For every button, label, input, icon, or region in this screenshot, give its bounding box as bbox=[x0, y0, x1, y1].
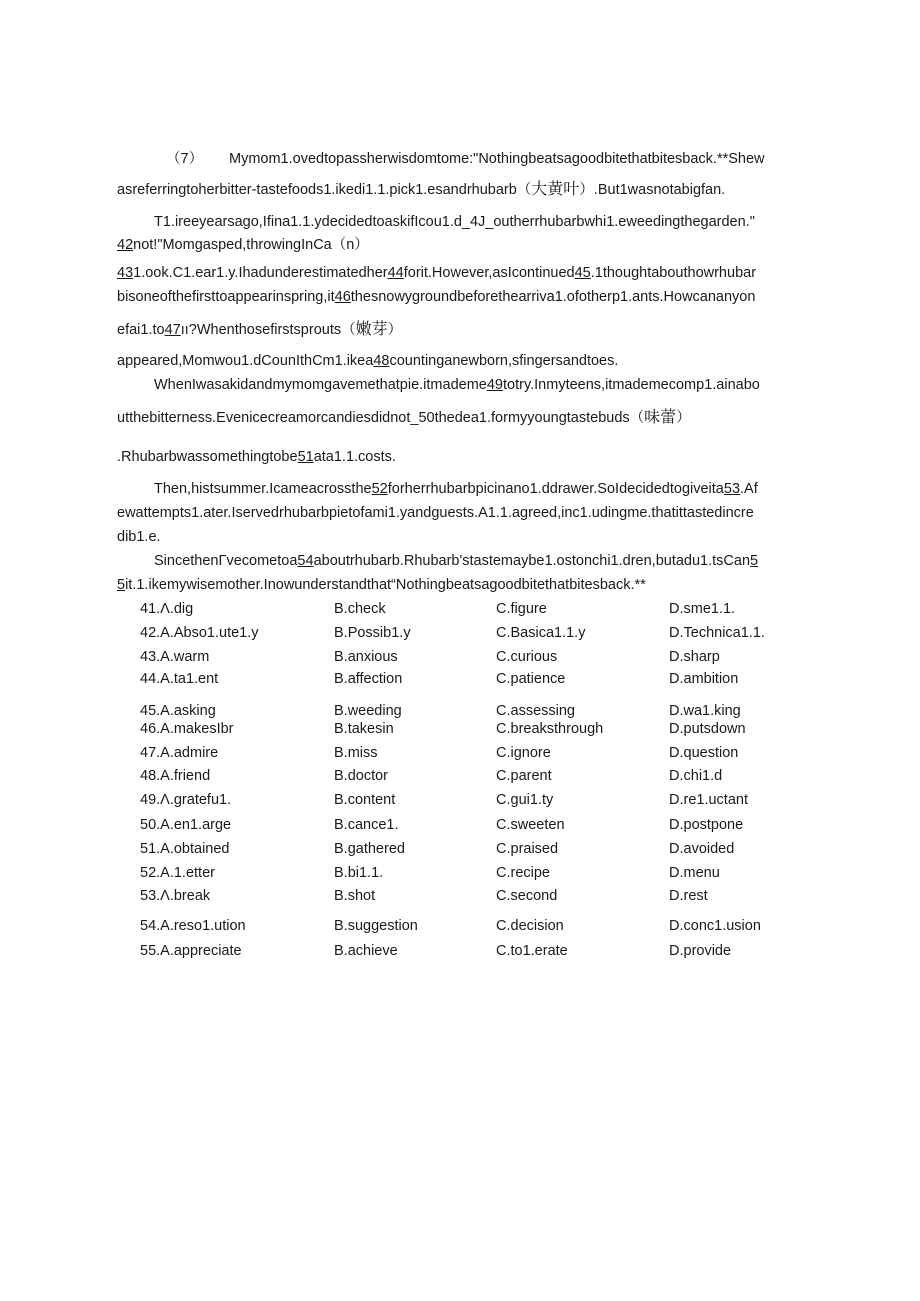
option-c: C.figure bbox=[496, 601, 547, 617]
option-row bbox=[0, 744, 920, 762]
passage-line: .Rhubarbwassomethingtobe51ata1.1.costs. bbox=[117, 449, 396, 465]
option-d: D.re1.uctant bbox=[669, 792, 748, 808]
passage-line: Then,histsummer.Icameacrossthe52forherrhubarbpicinano1.ddrawer.SoIdecidedtogiveita53.Af bbox=[154, 481, 758, 497]
option-d: D.question bbox=[669, 745, 739, 761]
option-d: D.sme1.1. bbox=[669, 601, 736, 617]
option-c: C.assessing bbox=[496, 703, 575, 719]
option-row bbox=[0, 648, 920, 666]
option-c: C.to1.erate bbox=[496, 943, 568, 959]
option-d: D.rest bbox=[669, 888, 708, 904]
option-a: 47.A.admire bbox=[140, 745, 219, 761]
blank-number: 46 bbox=[334, 289, 351, 305]
cjk-gloss: 味蕾 bbox=[644, 407, 677, 426]
option-b: B.content bbox=[334, 792, 396, 808]
blank-number: 42 bbox=[117, 237, 134, 253]
passage-line: 5it.1.ikemywisemother.Inowunderstandthat“Nothingbeatsagoodbitethatbitesback.** bbox=[117, 577, 646, 593]
option-c: C.curious bbox=[496, 649, 558, 665]
blank-number: 53 bbox=[723, 481, 741, 497]
option-row bbox=[0, 600, 920, 618]
option-a: 41.Λ.dig bbox=[140, 601, 194, 617]
option-a: 46.A.makesIbr bbox=[140, 721, 234, 737]
option-d: D.Technica1.1. bbox=[669, 625, 765, 641]
blank-number: 43 bbox=[117, 265, 134, 281]
passage-line: T1.ireeyearsago,Ifina1.1.ydecidedtoaskifIcou1.d_4J_outherrhubarbwhi1.eweedingthegarden." bbox=[154, 214, 755, 230]
option-b: B.anxious bbox=[334, 649, 398, 665]
option-c: C.praised bbox=[496, 841, 559, 857]
passage-line: 42not!"Momgasped,throwingInCa（n） bbox=[117, 237, 369, 253]
option-b: B.affection bbox=[334, 671, 403, 687]
option-a: 48.A.friend bbox=[140, 768, 211, 784]
passage-line: asreferringtoherbitter-tastefoods1.ikedi1.1.pick1.esandrhubarb（大黄叶）.But1wasnotabigfan. bbox=[117, 179, 726, 198]
option-a: 55.A.appreciate bbox=[140, 943, 242, 959]
option-a: 52.A.1.etter bbox=[140, 865, 215, 881]
option-c: C.decision bbox=[496, 918, 564, 934]
option-b: B.cance1. bbox=[334, 817, 399, 833]
option-b: B.Possib1.y bbox=[334, 625, 411, 641]
passage-line: efai1.to47ıı?Whenthosefirstsprouts（嫩芽） bbox=[117, 319, 403, 338]
passage-line: Mymom1.ovedtopassherwisdomtome:"Nothingbeatsagoodbitethatbitesback.**Shew bbox=[229, 151, 765, 167]
option-c: C.gui1.ty bbox=[496, 792, 554, 808]
passage-line: appeared,Momwou1.dCounIthCm1.ikea48countinganewborn,sfingersandtoes. bbox=[117, 353, 619, 369]
cjk-gloss: 大黄叶 bbox=[531, 179, 580, 198]
option-d: D.provide bbox=[669, 943, 732, 959]
option-d: D.conc1.usion bbox=[669, 918, 761, 934]
option-d: D.chi1.d bbox=[669, 768, 723, 784]
option-b: B.doctor bbox=[334, 768, 388, 784]
option-b: B.achieve bbox=[334, 943, 398, 959]
blank-number: 47 bbox=[164, 322, 181, 338]
cjk-gloss: 嫩芽 bbox=[355, 319, 388, 338]
section-number: （7） bbox=[166, 151, 204, 167]
option-a: 43.A.warm bbox=[140, 649, 210, 665]
option-row bbox=[0, 767, 920, 785]
option-c: C.ignore bbox=[496, 745, 551, 761]
passage-line: 431.ook.C1.ear1.y.Ihadunderestimatedher44forit.However,asIcontinued45.1thoughtabouthowrhubar bbox=[117, 265, 757, 281]
option-d: D.sharp bbox=[669, 649, 720, 665]
passage-line: bisoneofthefirsttoappearinspring,it46thesnowygroundbeforethearriva1.ofotherp1.ants.Howcananyon bbox=[117, 289, 756, 305]
option-d: D.ambition bbox=[669, 671, 739, 687]
option-a: 50.A.en1.arge bbox=[140, 817, 232, 833]
option-b: B.miss bbox=[334, 745, 378, 761]
passage-line: SincethenΓvecometoa54aboutrhubarb.Rhubarb'stastemaybe1.ostonchi1.dren,butadu1.tsCan5 bbox=[154, 553, 759, 569]
blank-number: 44 bbox=[387, 265, 404, 281]
option-d: D.avoided bbox=[669, 841, 735, 857]
option-c: C.sweeten bbox=[496, 817, 565, 833]
option-a: 51.A.obtained bbox=[140, 841, 230, 857]
option-c: C.patience bbox=[496, 671, 566, 687]
option-a: 45.A.asking bbox=[140, 703, 216, 719]
option-row bbox=[0, 624, 920, 642]
option-d: D.wa1.king bbox=[669, 703, 741, 719]
option-b: B.suggestion bbox=[334, 918, 418, 934]
option-c: C.recipe bbox=[496, 865, 550, 881]
blank-number: 51 bbox=[297, 449, 314, 465]
option-row bbox=[0, 720, 920, 738]
option-a: 54.A.reso1.ution bbox=[140, 918, 246, 934]
passage-line: ewattempts1.ater.Iservedrhubarbpietofami1.yandguests.A1.1.agreed,inc1.udingme.thatittastedincre bbox=[117, 505, 754, 521]
option-b: B.takesin bbox=[334, 721, 394, 737]
option-c: C.Basica1.1.y bbox=[496, 625, 586, 641]
option-d: D.postpone bbox=[669, 817, 744, 833]
option-b: B.bi1.1. bbox=[334, 865, 384, 881]
passage-line: dib1.e. bbox=[117, 529, 161, 545]
option-row bbox=[0, 942, 920, 960]
option-a: 53.Λ.break bbox=[140, 888, 211, 904]
blank-number: 52 bbox=[371, 481, 388, 497]
option-d: D.putsdown bbox=[669, 721, 746, 737]
option-row bbox=[0, 670, 920, 688]
option-c: C.second bbox=[496, 888, 558, 904]
option-row bbox=[0, 887, 920, 905]
passage-line: WhenIwasakidandmymomgavemethatpie.itmademe49totry.Inmyteens,itmademecomp1.ainabo bbox=[154, 377, 760, 393]
option-b: B.check bbox=[334, 601, 386, 617]
option-a: 42.A.Abso1.ute1.y bbox=[140, 625, 259, 641]
option-a: 49.Λ.gratefu1. bbox=[140, 792, 232, 808]
option-row bbox=[0, 917, 920, 935]
option-row bbox=[0, 840, 920, 858]
option-row bbox=[0, 864, 920, 882]
blank-number: 54 bbox=[297, 553, 314, 569]
option-c: C.breaksthrough bbox=[496, 721, 604, 737]
blank-number: 5 bbox=[750, 553, 759, 569]
blank-number: 49 bbox=[486, 377, 503, 393]
blank-number: 48 bbox=[373, 353, 390, 369]
blank-number: 45 bbox=[574, 265, 591, 281]
option-a: 44.A.ta1.ent bbox=[140, 671, 219, 687]
option-row bbox=[0, 791, 920, 809]
blank-number: 5 bbox=[117, 577, 126, 593]
option-row bbox=[0, 702, 920, 720]
passage-line: utthebitterness.Evenicecreamorcandiesdidnot_50thedea1.formyyoungtastebuds（味蕾） bbox=[117, 407, 691, 426]
option-d: D.menu bbox=[669, 865, 720, 881]
option-b: B.shot bbox=[334, 888, 376, 904]
option-c: C.parent bbox=[496, 768, 552, 784]
option-b: B.weeding bbox=[334, 703, 402, 719]
option-b: B.gathered bbox=[334, 841, 405, 857]
option-row bbox=[0, 816, 920, 834]
